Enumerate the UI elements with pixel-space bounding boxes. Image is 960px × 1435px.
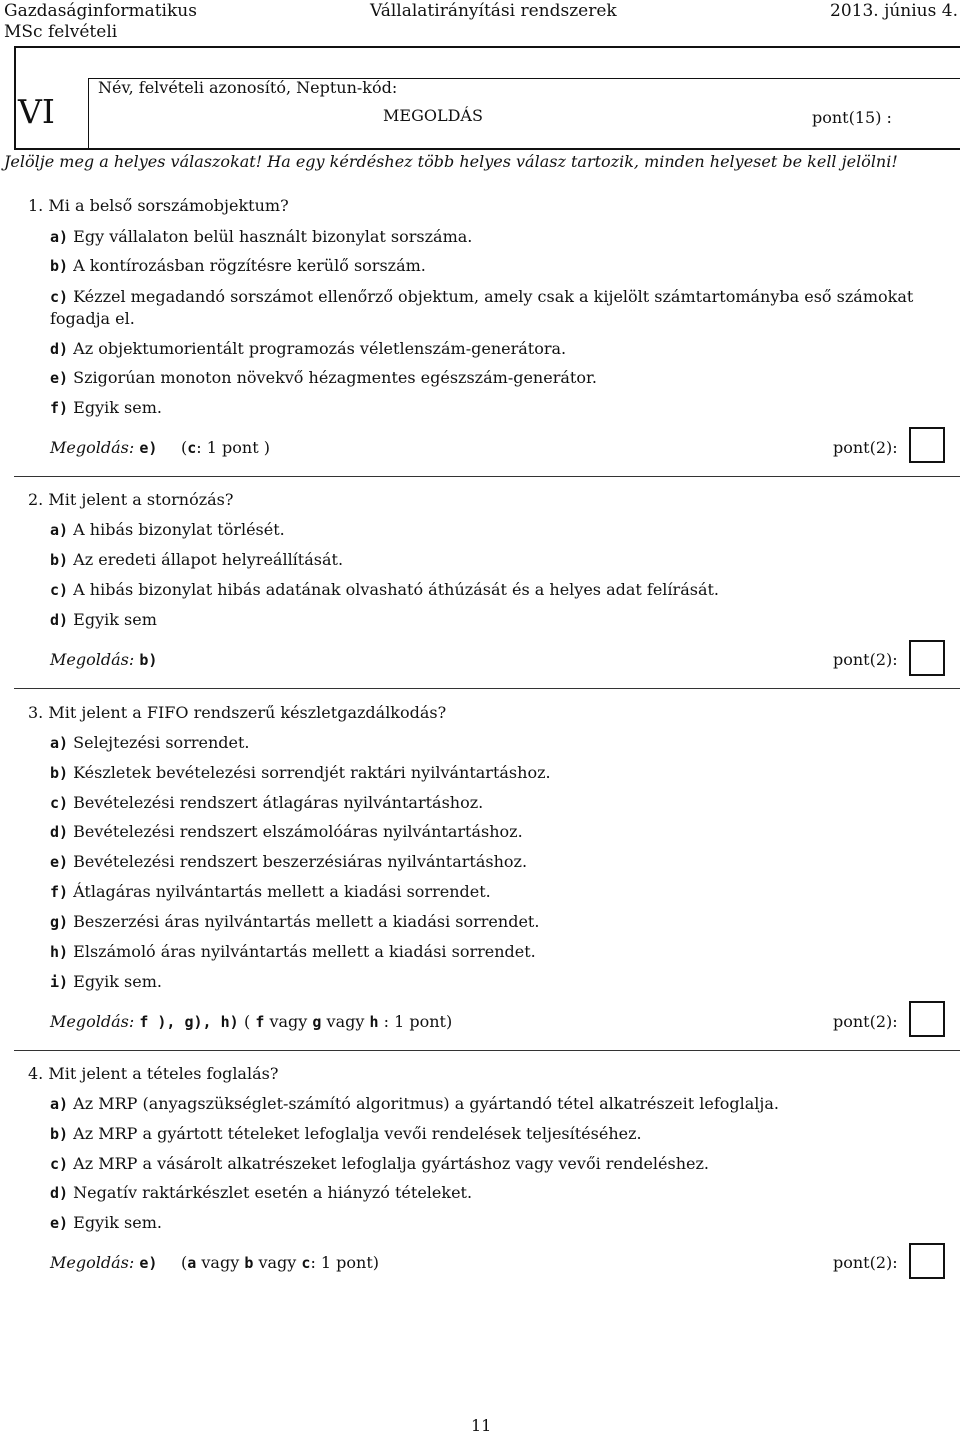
q3-option-f[interactable]: f) Átlagáras nyilvántartás mellett a kiadási sorrendet.	[50, 882, 491, 901]
q1-scoring-note: (c: 1 pont )	[181, 438, 270, 457]
q1-option-e[interactable]: e) Szigorúan monoton növekvő hézagmentes egészszám-generátor.	[50, 368, 597, 387]
question-4-title: 4. Mit jelent a tételes foglalás?	[28, 1064, 279, 1083]
q3-option-h[interactable]: h) Elszámoló áras nyilvántartás mellett a kiadási sorrendet.	[50, 942, 536, 961]
q2-option-d[interactable]: d) Egyik sem	[50, 610, 157, 629]
q2-solution: Megoldás: b)	[50, 650, 158, 669]
q4-option-c[interactable]: c) Az MRP a vásárolt alkatrészeket lefoglalja gyártáshoz vagy vevői rendeléshez.	[50, 1154, 709, 1173]
header-left-line1: Gazdaságinformatikus	[4, 1, 197, 21]
q3-option-g[interactable]: g) Beszerzési áras nyilvántartás mellett a kiadási sorrendet.	[50, 912, 540, 931]
q4-points-label: pont(2):	[833, 1253, 898, 1272]
q2-option-c[interactable]: c) A hibás bizonylat hibás adatának olvasható áthúzását és a helyes adat felírását.	[50, 580, 719, 599]
instruction: Jelölje meg a helyes válaszokat! Ha egy kérdéshez több helyes válasz tartozik, minden helyeset be kell jelölni!	[4, 152, 898, 171]
q4-solution: Megoldás: e)	[50, 1253, 158, 1272]
total-points-label: pont(15) :	[812, 108, 892, 127]
name-field-label: Név, felvételi azonosító, Neptun-kód:	[98, 78, 398, 97]
q3-option-a[interactable]: a) Selejtezési sorrendet.	[50, 733, 250, 752]
header-right: 2013. június 4.	[830, 1, 958, 21]
q4-scoring-note: (a vagy b vagy c: 1 pont)	[181, 1253, 380, 1272]
page-number: 11	[471, 1416, 492, 1435]
q3-scoring-note: ( f vagy g vagy h : 1 pont)	[244, 1012, 453, 1031]
header-center: Vállalatirányítási rendszerek	[370, 1, 617, 21]
q3-points-label: pont(2):	[833, 1012, 898, 1031]
q1-score-box[interactable]	[909, 427, 945, 463]
q4-score-box[interactable]	[909, 1243, 945, 1279]
divider	[14, 476, 960, 477]
section-number: VI	[18, 92, 55, 131]
q1-option-a[interactable]: a) Egy vállalaton belül használt bizonylat sorszáma.	[50, 227, 473, 246]
q3-solution: Megoldás: f ), g), h)	[50, 1012, 239, 1031]
q3-option-b[interactable]: b) Készletek bevételezési sorrendjét raktári nyilvántartáshoz.	[50, 763, 551, 782]
divider	[14, 1050, 960, 1051]
divider	[14, 688, 960, 689]
q3-option-e[interactable]: e) Bevételezési rendszert beszerzésiáras nyilvántartáshoz.	[50, 852, 528, 871]
q4-option-b[interactable]: b) Az MRP a gyártott tételeket lefoglalja vevői rendelések teljesítéséhez.	[50, 1124, 642, 1143]
q2-score-box[interactable]	[909, 640, 945, 676]
q1-option-f[interactable]: f) Egyik sem.	[50, 398, 162, 417]
q1-option-b[interactable]: b) A kontírozásban rögzítésre kerülő sorszám.	[50, 256, 426, 275]
question-number: 1.	[28, 196, 44, 215]
q3-score-box[interactable]	[909, 1001, 945, 1037]
q1-option-c-continued: fogadja el.	[50, 309, 135, 328]
q3-option-i[interactable]: i) Egyik sem.	[50, 972, 162, 991]
q4-option-d[interactable]: d) Negatív raktárkészlet esetén a hiányzó tételeket.	[50, 1183, 473, 1202]
q3-option-c[interactable]: c) Bevételezési rendszert átlagáras nyilvántartáshoz.	[50, 793, 484, 812]
q1-solution: Megoldás: e)	[50, 438, 158, 457]
question-text: Mi a belső sorszámobjektum?	[48, 196, 289, 215]
q4-option-a[interactable]: a) Az MRP (anyagszükséglet-számító algoritmus) a gyártandó tétel alkatrészeit lefoglalja.	[50, 1094, 780, 1113]
q1-points-label: pont(2):	[833, 438, 898, 457]
q2-option-a[interactable]: a) A hibás bizonylat törlését.	[50, 520, 285, 539]
q3-option-d[interactable]: d) Bevételezési rendszert elszámolóáras nyilvántartáshoz.	[50, 822, 523, 841]
question-2-title: 2. Mit jelent a stornózás?	[28, 490, 234, 509]
q4-option-e[interactable]: e) Egyik sem.	[50, 1213, 162, 1232]
q1-option-c[interactable]: c) Kézzel megadandó sorszámot ellenőrző objektum, amely csak a kijelölt számtartományba eső számokat	[50, 287, 914, 306]
question-1-title	[28, 196, 289, 215]
question-3-title: 3. Mit jelent a FIFO rendszerű készletgazdálkodás?	[28, 703, 447, 722]
q2-option-b[interactable]: b) Az eredeti állapot helyreállítását.	[50, 550, 344, 569]
header-left-line2: MSc felvételi	[4, 22, 118, 42]
q1-option-d[interactable]: d) Az objektumorientált programozás véletlenszám-generátora.	[50, 339, 567, 358]
solution-label: MEGOLDÁS	[383, 106, 483, 125]
q2-points-label: pont(2):	[833, 650, 898, 669]
